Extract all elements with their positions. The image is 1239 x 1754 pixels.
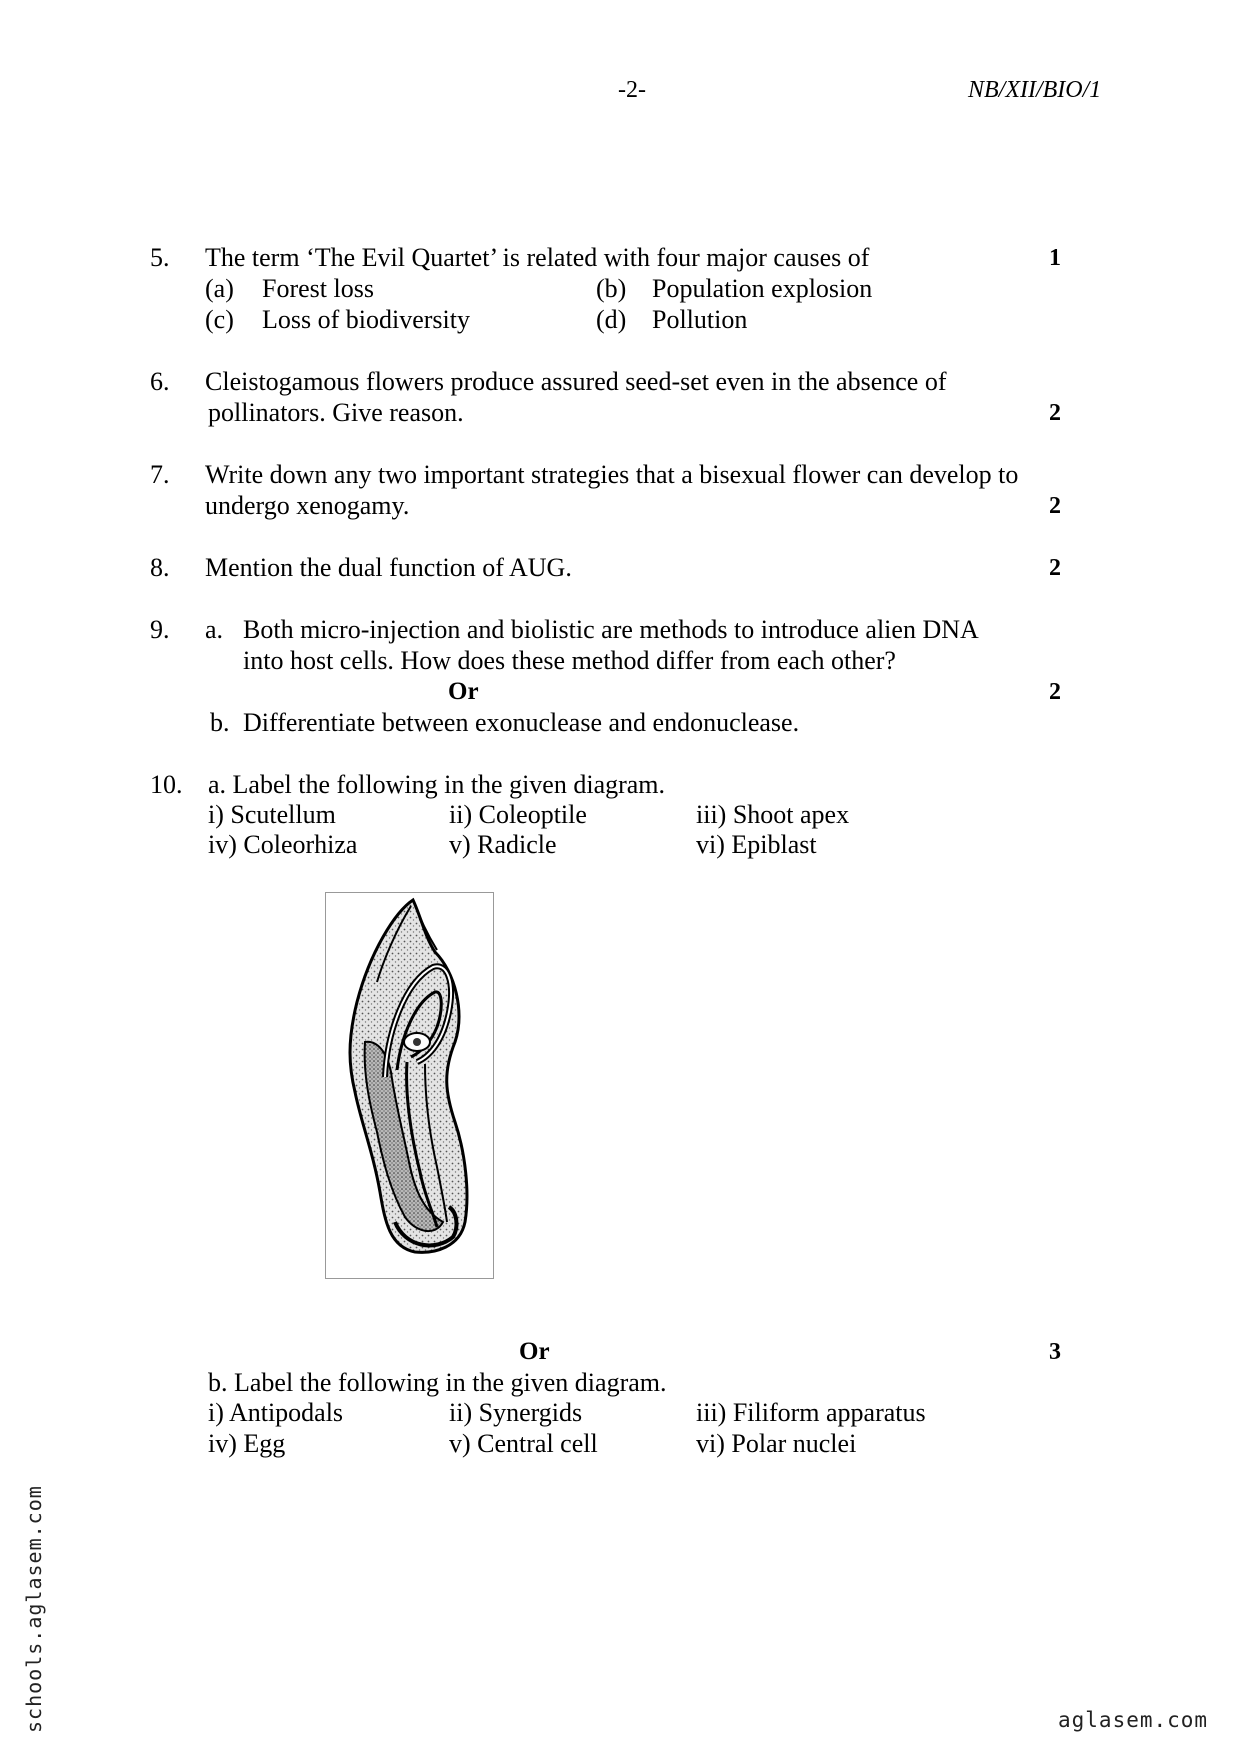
q10-a-label-5: v) Radicle	[449, 830, 557, 859]
q5-option-b-label: (b)	[596, 274, 627, 303]
q7-line2: undergo xenogamy.	[205, 491, 410, 520]
q9-or: Or	[448, 678, 479, 705]
q10-b-label-2: ii) Synergids	[449, 1398, 583, 1427]
q8-text: Mention the dual function of AUG.	[205, 553, 572, 582]
q9-a-label: a.	[205, 615, 224, 644]
q10-a-text: a. Label the following in the given diagram.	[208, 770, 666, 799]
q9-marks: 2	[1049, 679, 1061, 705]
q5-option-c-label: (c)	[205, 305, 234, 334]
q5-option-a-label: (a)	[205, 274, 234, 303]
side-watermark: schools.aglasem.com	[22, 1485, 46, 1733]
q7-marks: 2	[1049, 493, 1061, 519]
q10-marks: 3	[1049, 1339, 1061, 1365]
q10-a-label-3: iii) Shoot apex	[696, 800, 850, 829]
q10-a-label-1: i) Scutellum	[208, 800, 336, 829]
q10-b-label-5: v) Central cell	[449, 1429, 598, 1458]
q9-a-line2: into host cells. How does these method differ from each other?	[243, 646, 896, 675]
q10-b-text: b. Label the following in the given diagram.	[208, 1368, 667, 1397]
q10-or: Or	[519, 1338, 550, 1365]
q10-a-label-2: ii) Coleoptile	[449, 800, 587, 829]
q5-option-a-text: Forest loss	[262, 274, 374, 303]
q7-line1: Write down any two important strategies that a bisexual flower can develop to	[205, 460, 1019, 489]
q10-number: 10.	[150, 770, 183, 799]
q10-b-label-1: i) Antipodals	[208, 1398, 344, 1427]
q10-b-label-6: vi) Polar nuclei	[696, 1429, 857, 1458]
q9-a-line1: Both micro-injection and biolistic are methods to introduce alien DNA	[243, 615, 979, 644]
q9-b-text: Differentiate between exonuclease and endonuclease.	[243, 708, 800, 737]
q10-b-label-4: iv) Egg	[208, 1429, 286, 1458]
q10-a-label-4: iv) Coleorhiza	[208, 830, 358, 859]
q5-option-b-text: Population explosion	[652, 274, 873, 303]
q6-line2: pollinators. Give reason.	[208, 398, 464, 427]
q10-b-label-3: iii) Filiform apparatus	[696, 1398, 926, 1427]
q5-option-d-text: Pollution	[652, 305, 748, 334]
q8-marks: 2	[1049, 555, 1061, 581]
q5-marks: 1	[1049, 245, 1061, 271]
q5-text: The term ‘The Evil Quartet’ is related with four major causes of	[205, 243, 870, 272]
q5-number: 5.	[150, 243, 170, 272]
q6-marks: 2	[1049, 400, 1061, 426]
q6-number: 6.	[150, 367, 170, 396]
q5-option-d-label: (d)	[596, 305, 627, 334]
q10-a-label-6: vi) Epiblast	[696, 830, 817, 859]
corner-watermark: aglasem.com	[1058, 1708, 1209, 1732]
q9-b-label: b.	[210, 708, 230, 737]
q7-number: 7.	[150, 460, 170, 489]
q8-number: 8.	[150, 553, 170, 582]
q5-option-c-text: Loss of biodiversity	[262, 305, 470, 334]
page-number: -2-	[618, 77, 646, 103]
paper-code: NB/XII/BIO/1	[968, 77, 1102, 103]
q9-number: 9.	[150, 615, 170, 644]
monocot-embryo-diagram	[325, 892, 494, 1279]
q6-line1: Cleistogamous flowers produce assured seed-set even in the absence of	[205, 367, 947, 396]
